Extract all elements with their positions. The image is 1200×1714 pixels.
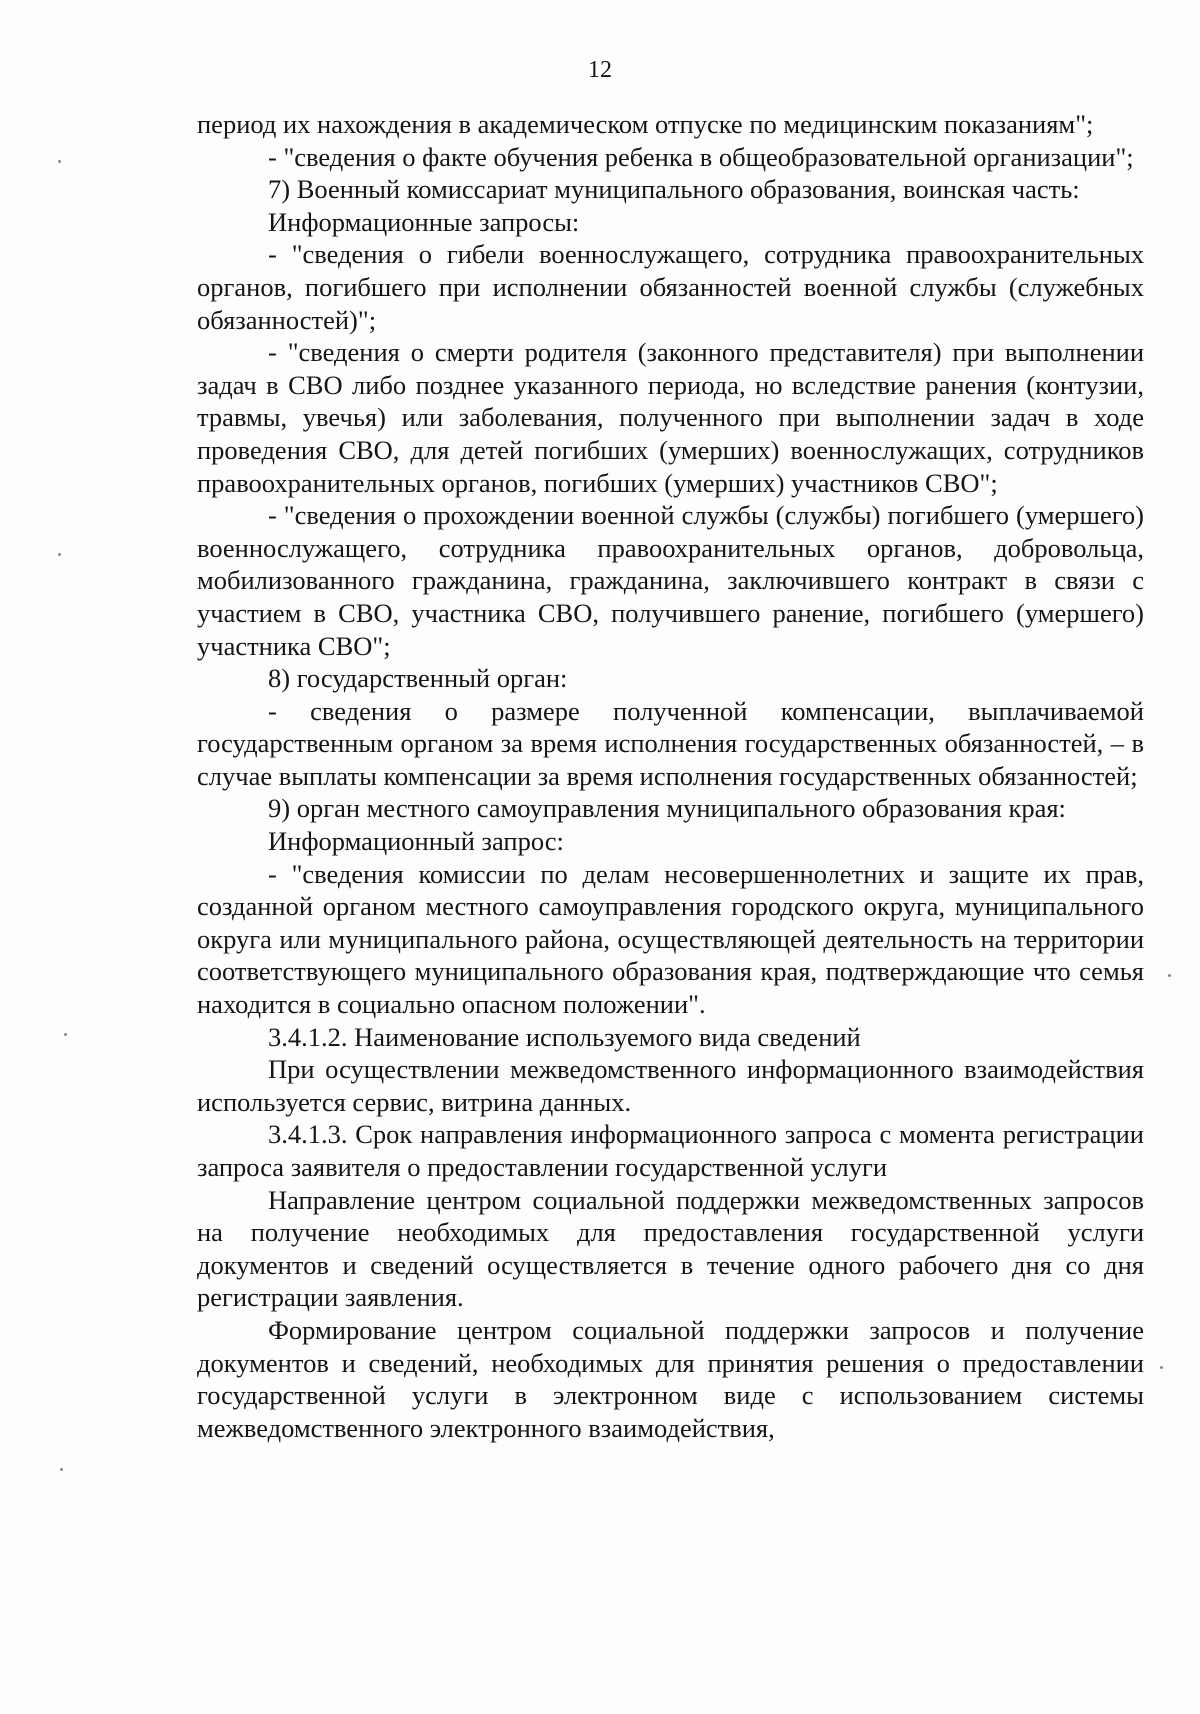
paragraph: 9) орган местного самоуправления муниципального образования края: <box>268 793 1066 824</box>
paragraph: - "сведения о смерти родителя (законного представителя) при выполнении задач в СВО либо позднее указанного периода, но вследствие ранения (контузии, травмы, увечья) или заболевания, полученного при выполнении задач в ходе проведения СВО, для детей погибших (умерших) военнослужащих, сотрудников правоохранительных органов, погибших (умерших) участников СВО"; <box>197 337 1144 498</box>
paragraph: - сведения о размере полученной компенсации, выплачиваемой государственным органом за время исполнения государственных обязанностей, – в случае выплаты компенсации за время исполнения государственных обязанностей; <box>197 695 1144 791</box>
paragraph: Формирование центром социальной поддержки запросов и получение документов и сведений, необходимых для принятия решения о предоставлении государственной услуги в электронном виде с использованием системы межведомственного электронного взаимодействия, <box>197 1314 1144 1443</box>
scan-dot <box>58 160 61 163</box>
paragraph: - "сведения комиссии по делам несовершеннолетних и защите их прав, созданной органом местного самоуправления городского округа, муниципального округа или муниципального района, осуществляющей деятельность на территории соответствующего муниципального образования края, подтверждающие что семья находится в социально опасном положении". <box>197 858 1144 1020</box>
paragraph: Информационный запрос: <box>268 826 564 857</box>
scan-dot <box>60 1468 63 1471</box>
paragraph: Направление центром социальной поддержки межведомственных запросов на получение необходимых для предоставления государственной услуги документов и сведений осуществляется в течение одного рабочего дня со дня регистрации заявления. <box>197 1184 1144 1313</box>
scan-dot <box>1168 974 1171 977</box>
paragraph: 3.4.1.3. Срок направления информационного запроса с момента регистрации запроса заявителя о предоставлении государственной услуги <box>197 1119 1144 1182</box>
paragraph: период их нахождения в академическом отпуске по медицинским показаниям"; <box>197 109 1094 139</box>
paragraph: При осуществлении межведомственного информационного взаимодействия используется сервис, витрина данных. <box>197 1054 1144 1117</box>
document-body <box>197 108 1144 1444</box>
scan-dot <box>64 1033 67 1036</box>
paragraph: 7) Военный комиссариат муниципального образования, воинская часть: <box>268 174 1080 205</box>
page-number: 12 <box>588 57 612 83</box>
paragraph: - "сведения о факте обучения ребенка в общеобразовательной организации"; <box>268 141 1134 172</box>
paragraph: 3.4.1.2. Наименование используемого вида сведений <box>268 1021 861 1052</box>
scan-dot <box>58 553 61 556</box>
paragraph: - "сведения о прохождении военной службы (службы) погибшего (умершего) военнослужащего, сотрудника правоохранительных органов, добровольца, мобилизованного гражданина, гражданина, заключившего контракт в связи с участием в СВО, участника СВО, получившего ранение, погибшего (умершего) участника СВО"; <box>197 500 1144 661</box>
paragraph: Информационные запросы: <box>268 206 580 237</box>
paragraph: 8) государственный орган: <box>268 663 568 694</box>
paragraph: - "сведения о гибели военнослужащего, сотрудника правоохранительных органов, погибшего при исполнении обязанностей военной службы (служебных обязанностей)"; <box>197 239 1144 335</box>
scan-dot <box>1160 1366 1163 1369</box>
